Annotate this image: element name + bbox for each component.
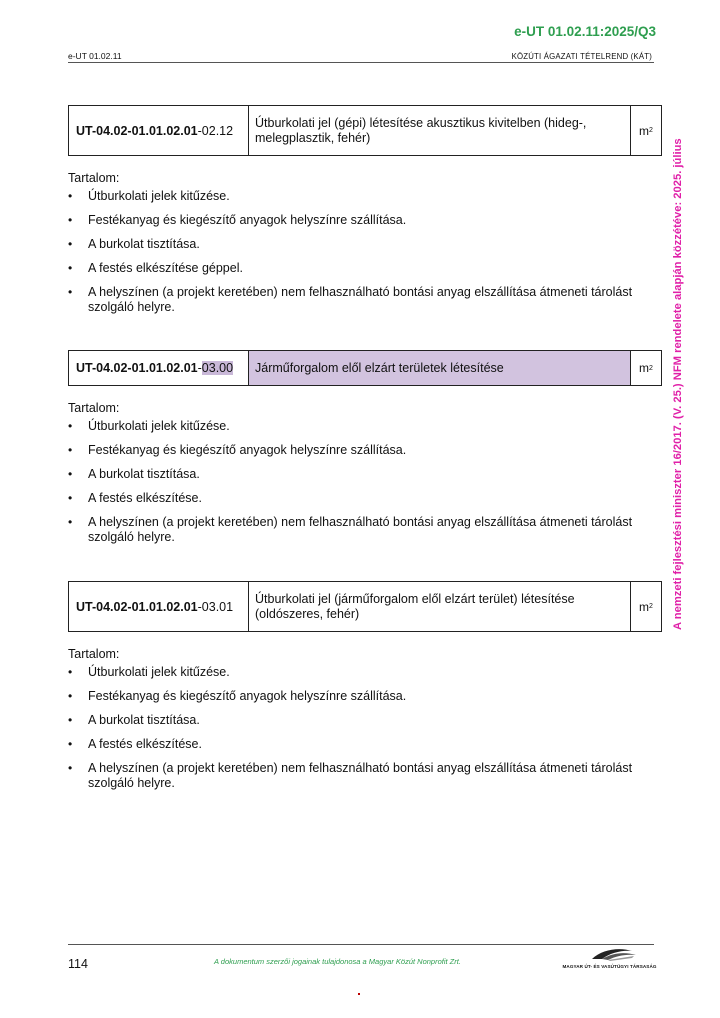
item-code-bold: UT-04.02-01.01.02.01 [76,361,198,375]
logo-text: MAGYAR ÚT- ÉS VASÚTÜGYI TÁRSASÁG [562,964,657,969]
item-unit [631,582,661,631]
list-item: • Útburkolati jelek kitűzése. [68,665,643,680]
item-header-row [68,581,662,632]
item-description: Útburkolati jel (járműforgalom elől elzárt terület) létesítése (oldószeres, fehér) [249,582,631,631]
unit-sup: 2 [649,603,653,610]
document-code: e-UT 01.02.11:2025/Q3 [514,24,656,39]
list-item: • A burkolat tisztítása. [68,713,643,728]
item-unit [631,351,661,385]
item-code-suffix: -02.12 [197,123,234,138]
unit-base: m [639,361,650,375]
item-unit [631,106,661,155]
list-item: • A helyszínen (a projekt keretében) nem felhasználható bontási anyag elszállítása átmeneti tárolást szolgáló helyre. [68,761,643,791]
list-item: • A burkolat tisztítása. [68,237,643,252]
header-left: e-UT 01.02.11 [68,51,122,61]
item-header-row [68,350,662,386]
list-item: • A helyszínen (a projekt keretében) nem felhasználható bontási anyag elszállítása átmeneti tárolást szolgáló helyre. [68,285,643,315]
unit-base: m [639,599,650,614]
list-item: • A festés elkészítése. [68,491,643,506]
list-item: • Festékanyag és kiegészítő anyagok helyszínre szállítása. [68,443,643,458]
unit-sup: 2 [649,364,653,372]
item-block [68,105,661,324]
list-item: • A festés elkészítése. [68,737,643,752]
list-item: • Útburkolati jelek kitűzése. [68,419,643,434]
item-code-bold: UT-04.02-01.01.02.01 [76,123,198,138]
item-code-dash: - [197,361,202,375]
content-label: Tartalom: [68,401,120,415]
header-right-text: KÖZÚTI ÁGAZATI TÉTELREND (KÁT) [511,52,652,61]
item-description: Útburkolati jel (gépi) létesítése akusztikus kivitelben (hideg-, melegplasztik, fehér) [249,106,631,155]
item-code [69,582,249,631]
stray-dot [358,993,360,995]
list-item: • Festékanyag és kiegészítő anyagok helyszínre szállítása. [68,689,643,704]
item-code [69,351,249,385]
list-item: • Festékanyag és kiegészítő anyagok helyszínre szállítása. [68,213,643,228]
header-divider [68,62,654,63]
header-right [512,51,652,61]
item-code [69,106,249,155]
list-item: • A festés elkészítése géppel. [68,261,643,276]
content-list [68,665,661,791]
content-label: Tartalom: [68,647,120,661]
item-code-highlight: 03.00 [201,361,234,375]
content-list [68,189,661,315]
item-code-suffix: -03.01 [197,599,234,614]
list-item: • Útburkolati jelek kitűzése. [68,189,643,204]
unit-base: m [639,123,650,138]
item-block [68,581,661,800]
content-list [68,419,661,545]
copyright-note: A dokumentum szerzői jogainak tulajdonosa a Magyar Közút Nonprofit Zrt. [214,957,461,966]
side-note: A nemzeti fejlesztési miniszter 16/2017. (V. 25.) NFM rendelete alapján közzétéve: 2025. július [672,138,684,630]
item-description: Járműforgalom elől elzárt területek létesítése [249,351,631,385]
company-logo [562,945,657,971]
list-item: • A burkolat tisztítása. [68,467,643,482]
unit-sup: 2 [649,127,653,134]
page-number: 114 [68,957,88,971]
list-item: • A helyszínen (a projekt keretében) nem felhasználható bontási anyag elszállítása átmeneti tárolást szolgáló helyre. [68,515,643,545]
item-block [68,350,661,554]
item-header-row [68,105,662,156]
content-label: Tartalom: [68,171,120,185]
item-code-bold: UT-04.02-01.01.02.01 [76,599,198,614]
